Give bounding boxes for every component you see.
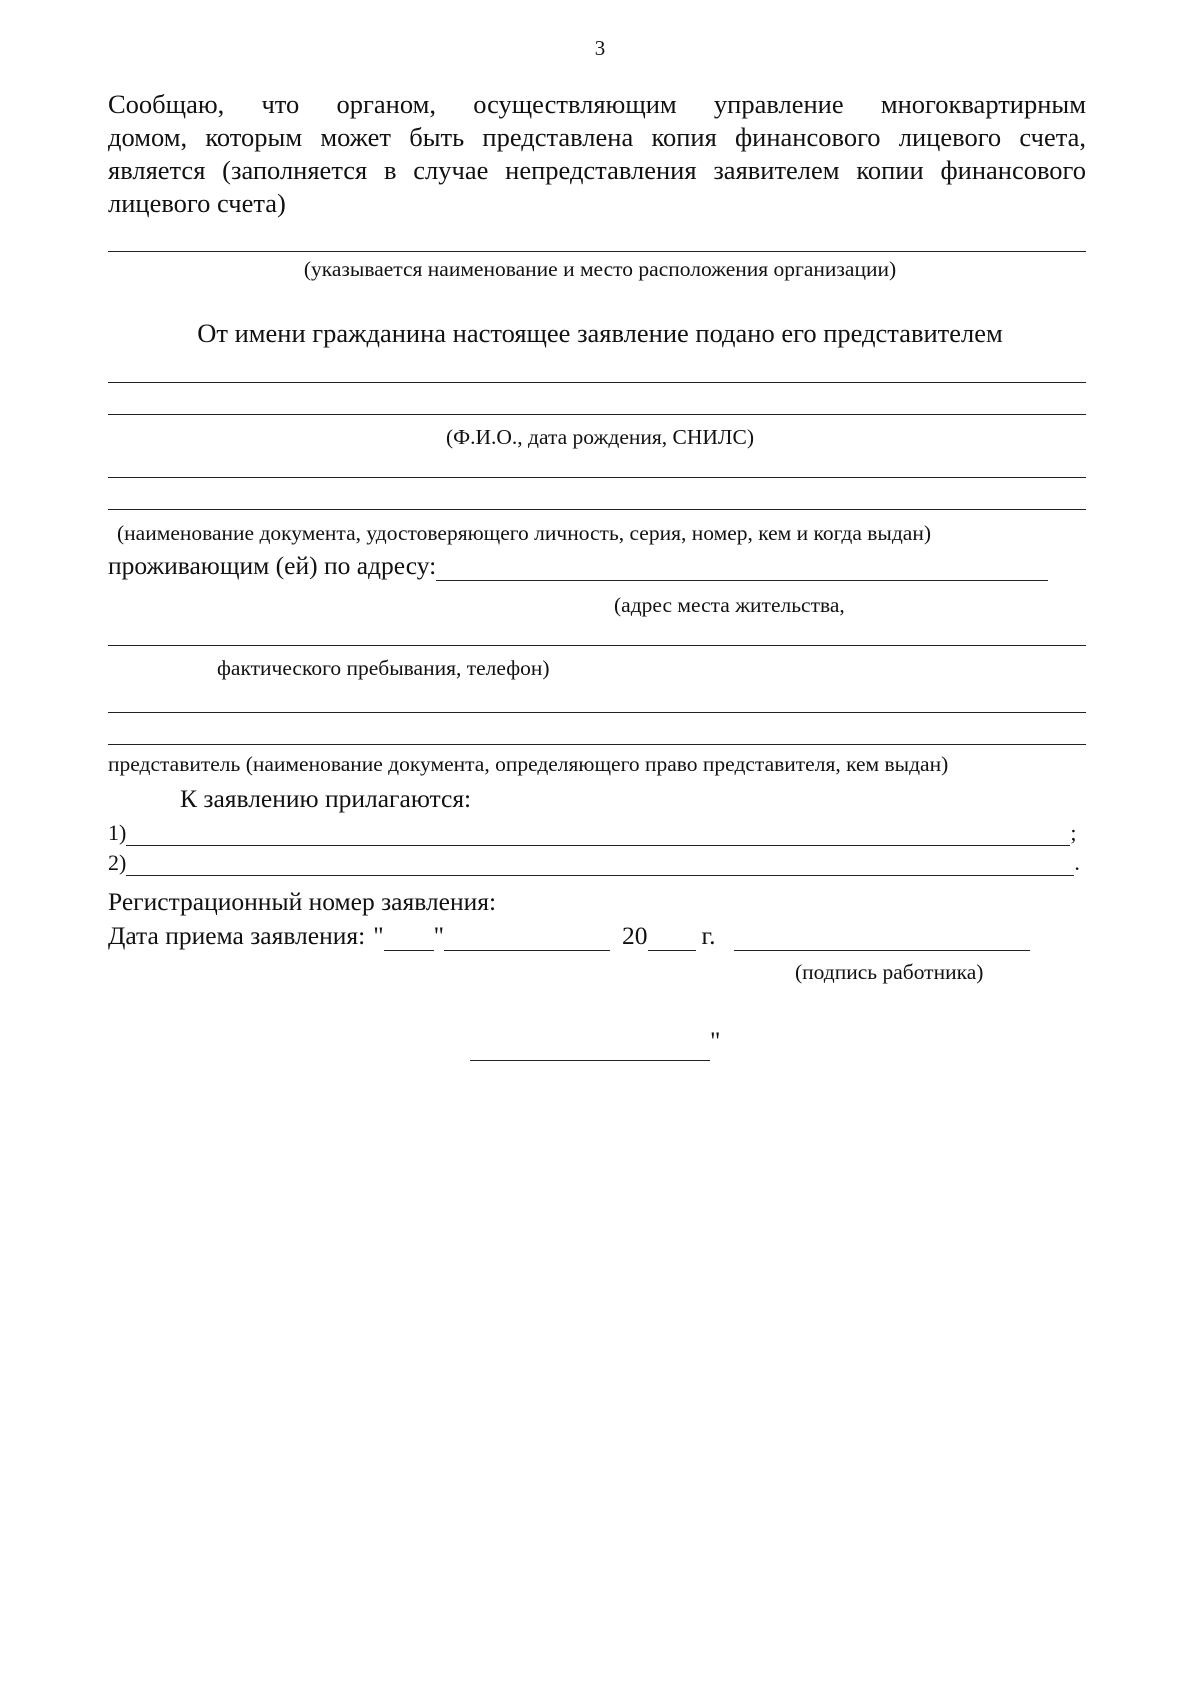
attachment-end: . (1074, 850, 1080, 875)
attachment-end: ; (1070, 820, 1077, 845)
intro-line: Сообщаю, что органом, осуществляющим управление многоквартирным (108, 89, 1086, 119)
address-caption-1: (адрес места жительства, (614, 593, 845, 617)
signature-caption: (подпись работника) (795, 960, 984, 984)
fio-caption: (Ф.И.О., дата рождения, СНИЛС) (445, 425, 754, 449)
quote-close: " (433, 921, 445, 950)
address-field[interactable] (436, 556, 1048, 581)
attachments-heading: К заявлению прилагаются: (180, 784, 472, 813)
rep-document-caption: представитель (наименование документа, определяющего право представителя, кем выдан) (108, 752, 949, 776)
representative-field-line-1[interactable] (108, 382, 1086, 383)
rep-document-field-line-1[interactable] (108, 712, 1086, 713)
quote-open: " (373, 921, 384, 950)
date-received-row (108, 921, 1030, 951)
intro-line: является (заполняется в случае непредставления заявителем копии финансового (108, 155, 1086, 185)
organization-caption: (указывается наименование и место расположения организации) (303, 257, 897, 281)
organization-field-line[interactable] (108, 251, 1086, 252)
rep-document-field-line-2[interactable] (108, 744, 1086, 745)
attachment-field-2[interactable] (126, 853, 1074, 876)
id-document-field-line-2[interactable] (108, 509, 1086, 510)
registration-label: Регистрационный номер заявления: (108, 887, 497, 916)
year-field[interactable] (648, 926, 696, 951)
closing-field-line[interactable] (470, 1060, 710, 1061)
day-field[interactable] (384, 926, 434, 951)
intro-paragraph (108, 88, 1086, 220)
intro-line: домом, которым может быть представлена копия финансового лицевого счета, (108, 122, 1086, 152)
employee-signature-field[interactable] (734, 926, 1030, 951)
date-received-label: Дата приема заявления: (108, 921, 366, 950)
representative-statement: От имени гражданина настоящее заявление подано его представителем (197, 318, 1003, 348)
attachment-field-1[interactable] (126, 823, 1070, 846)
id-document-caption: (наименование документа, удостоверяющего личность, серия, номер, кем и когда выдан) (117, 521, 931, 545)
attachment-number: 1) (108, 820, 127, 845)
representative-field-line-2[interactable] (108, 414, 1086, 415)
intro-line: лицевого счета) (108, 188, 286, 218)
address-caption-2: фактического пребывания, телефон) (217, 656, 550, 680)
month-field[interactable] (444, 926, 610, 951)
page-number: 3 (594, 36, 606, 60)
attachment-item-1 (108, 820, 1076, 846)
closing-quote: " (710, 1026, 721, 1055)
address-field-line[interactable] (108, 645, 1086, 646)
attachment-item-2 (108, 850, 1080, 876)
year-prefix: 20 (622, 921, 648, 950)
attachment-number: 2) (108, 850, 127, 875)
address-label: проживающим (ей) по адресу: (108, 551, 437, 580)
id-document-field-line-1[interactable] (108, 477, 1086, 478)
address-row (108, 551, 1048, 581)
year-suffix: г. (701, 921, 716, 950)
